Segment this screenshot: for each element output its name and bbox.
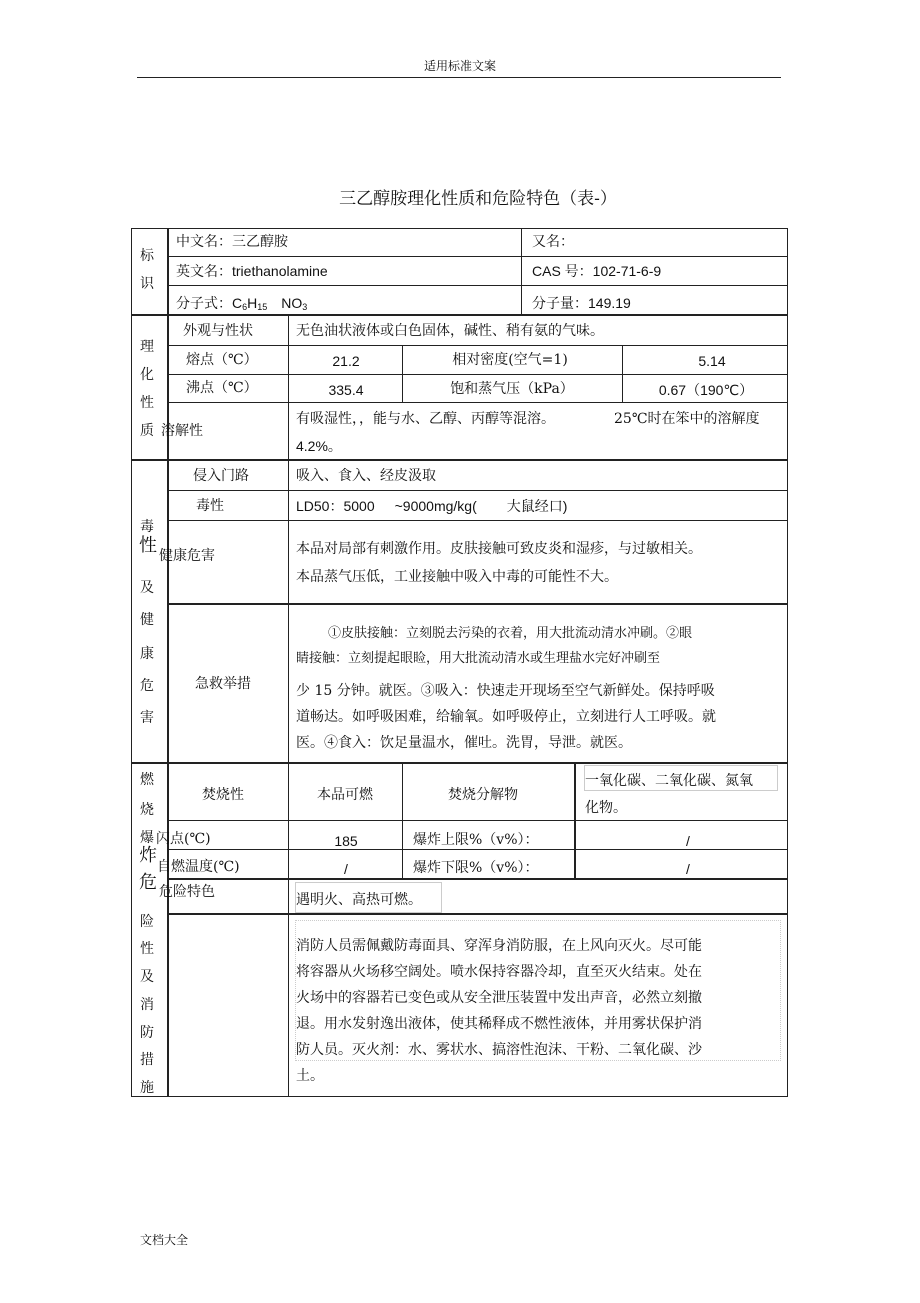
section-label-char: 理 xyxy=(140,339,154,355)
section-label-char: 性 xyxy=(140,941,154,957)
alias: 又名： xyxy=(532,234,574,250)
flammability-value: 本品可燃 xyxy=(317,787,373,803)
health-hazard-line: 本品蒸气压低，工业接触中吸入中毒的可能性不大。 xyxy=(296,569,618,585)
flash-point-value: 185 xyxy=(334,833,358,849)
mp-label: 熔点（℃） xyxy=(186,352,258,368)
decomposition-line: 化物。 xyxy=(585,800,627,816)
page-header: 适用标准文案 xyxy=(423,59,497,73)
cas-number: CAS 号：102-71-6-9 xyxy=(532,263,662,279)
decomposition-line: 一氧化碳、二氧化碳、氮氧 xyxy=(585,773,753,789)
table-border xyxy=(167,520,788,521)
table-border xyxy=(574,762,576,878)
flash-point-label: 闪点(℃) xyxy=(156,831,211,847)
en-name: 英文名：triethanolamine xyxy=(176,263,328,279)
first-aid-line: 道畅达。如呼吸困难，给输氧。如呼吸停止，立刻进行人工呼吸。就 xyxy=(296,709,716,725)
health-hazard-line: 本品对局部有刺激作用。皮肤接触可致皮炎和湿疹，与过敏相关。 xyxy=(296,541,702,557)
section-label-char: 危 xyxy=(139,872,157,893)
bp-value: 335.4 xyxy=(328,382,364,398)
header-rule xyxy=(137,77,781,78)
table-border xyxy=(131,228,788,229)
firefighting-line: 退。用水发射逸出液体，使其稀释成不燃性液体，并用雾状保护消 xyxy=(296,1016,702,1032)
toxicity-value: LD50：5000 ~9000mg/kg( 大鼠经口) xyxy=(296,498,568,514)
table-border xyxy=(167,256,788,257)
density-label: 相对密度(空气=1) xyxy=(452,352,568,368)
table-border xyxy=(167,913,788,915)
route-value: 吸入、食入、经皮汲取 xyxy=(296,468,436,484)
uel-label: 爆炸上限%（v%）： xyxy=(413,832,539,848)
bp-label: 沸点（℃） xyxy=(186,380,258,396)
section-label-char: 消 xyxy=(140,997,154,1013)
section-label-char: 化 xyxy=(140,367,154,383)
solubility-label: 溶解性 xyxy=(161,423,203,439)
autoignition-label: 自燃温度(℃) xyxy=(157,859,240,875)
table-border xyxy=(402,345,403,402)
flammability-label: 焚烧性 xyxy=(202,787,244,803)
table-border xyxy=(131,1096,788,1097)
table-border xyxy=(167,374,788,375)
lel-label: 爆炸下限%（v%）： xyxy=(413,860,539,876)
section-label-char: 及 xyxy=(140,969,154,985)
section-label-char: 炸 xyxy=(139,845,157,866)
molecular-formula: 分子式：$C_6H_{15}$ $NO_3$ xyxy=(176,295,308,312)
section-label-char: 防 xyxy=(140,1025,154,1041)
section-label-char: 害 xyxy=(140,710,154,726)
table-border xyxy=(131,459,788,461)
section-label-char: 识 xyxy=(140,276,154,292)
section-label-char: 标 xyxy=(140,248,154,264)
table-border xyxy=(167,228,169,1096)
solubility-line: 25℃时在笨中的溶解度 xyxy=(614,411,760,427)
health-hazard-label: 健康危害 xyxy=(159,548,215,564)
density-value: 5.14 xyxy=(698,353,726,369)
table-border xyxy=(167,878,788,880)
table-border xyxy=(167,345,788,346)
table-border xyxy=(288,314,289,1096)
hazard-value: 遇明火、高热可燃。 xyxy=(296,892,422,908)
table-border xyxy=(167,402,788,403)
firefighting-line: 防人员。灭火剂：水、雾状水、搞溶性泡沫、干粉、二氧化碳、沙 xyxy=(296,1042,702,1058)
vp-label: 饱和蒸气压（kPa） xyxy=(450,381,574,397)
decomposition-label: 焚烧分解物 xyxy=(448,787,518,803)
firefighting-line: 火场中的容器若已变色或从安全泄压装置中发出声音，必然立刻撤 xyxy=(296,990,702,1006)
section-label-char: 性 xyxy=(140,395,154,411)
table-border xyxy=(167,490,788,491)
table-border xyxy=(167,603,788,605)
table-border xyxy=(787,228,788,1096)
page-footer: 文档大全 xyxy=(140,1233,189,1247)
vp-value: 0.67（190℃） xyxy=(658,382,754,398)
section-label-char: 质 xyxy=(140,423,154,439)
appearance-value: 无色油状液体或白色固体，碱性、稍有氨的气味。 xyxy=(296,323,604,339)
table-border xyxy=(402,762,403,878)
section-label-char: 烧 xyxy=(140,802,154,818)
table-border xyxy=(167,849,788,850)
first-aid-line: 睛接触：立刻提起眼睑，用大批流动清水或生理盐水完好冲刷至 xyxy=(296,651,661,666)
first-aid-line: 医。④食入：饮足量温水，催吐。洗胃，导泄。就医。 xyxy=(296,735,632,751)
table-border xyxy=(167,285,788,286)
section-label-char: 险 xyxy=(140,914,154,930)
section-label-char: 燃 xyxy=(140,772,154,788)
toxicity-label: 毒性 xyxy=(196,498,224,514)
mp-value: 21.2 xyxy=(332,353,360,369)
section-label-char: 危 xyxy=(140,678,154,694)
table-border xyxy=(521,228,522,314)
route-label: 侵入门路 xyxy=(193,468,249,484)
section-label-char: 康 xyxy=(140,646,154,662)
lel-value: / xyxy=(686,861,690,877)
table-border xyxy=(131,228,132,1096)
section-label-char: 毒 xyxy=(140,519,154,535)
section-label-char: 性 xyxy=(139,535,157,556)
cn-name: 中文名：三乙醇胺 xyxy=(176,234,288,250)
firefighting-line: 将容器从火场移空阔处。喷水保持容器冷却，直至灭火结束。处在 xyxy=(296,964,702,980)
first-aid-label: 急救举措 xyxy=(195,676,251,692)
uel-value: / xyxy=(686,833,690,849)
first-aid-line: ①皮肤接触：立刻脱去污染的衣着，用大批流动清水冲刷。②眼 xyxy=(328,626,693,641)
appearance-label: 外观与性状 xyxy=(183,323,253,339)
section-label-char: 健 xyxy=(140,612,154,628)
table-border xyxy=(167,820,788,821)
firefighting-line: 消防人员需佩戴防毒面具、穿浑身消防服，在上风向灭火。尽可能 xyxy=(296,938,702,954)
molecular-weight: 分子量：149.19 xyxy=(532,295,631,311)
solubility-line: 有吸湿性，，能与水、乙醇、丙醇等混溶。 xyxy=(296,411,555,427)
page-title: 三乙醇胺理化性质和危险特色（表-） xyxy=(339,189,617,209)
table-border xyxy=(622,345,623,402)
autoignition-value: / xyxy=(344,861,348,877)
first-aid-line: 少 15 分钟。就医。③吸入：快速走开现场至空气新鲜处。保持呼吸 xyxy=(296,683,715,699)
section-label-char: 施 xyxy=(140,1080,154,1096)
table-border xyxy=(131,762,788,764)
section-label-char: 爆 xyxy=(140,830,154,846)
hazard-label: 危险特色 xyxy=(159,884,215,900)
firefighting-line: 土。 xyxy=(296,1068,324,1084)
section-label-char: 措 xyxy=(140,1052,154,1068)
section-label-char: 及 xyxy=(140,580,154,596)
solubility-line: 4.2%。 xyxy=(296,438,342,454)
